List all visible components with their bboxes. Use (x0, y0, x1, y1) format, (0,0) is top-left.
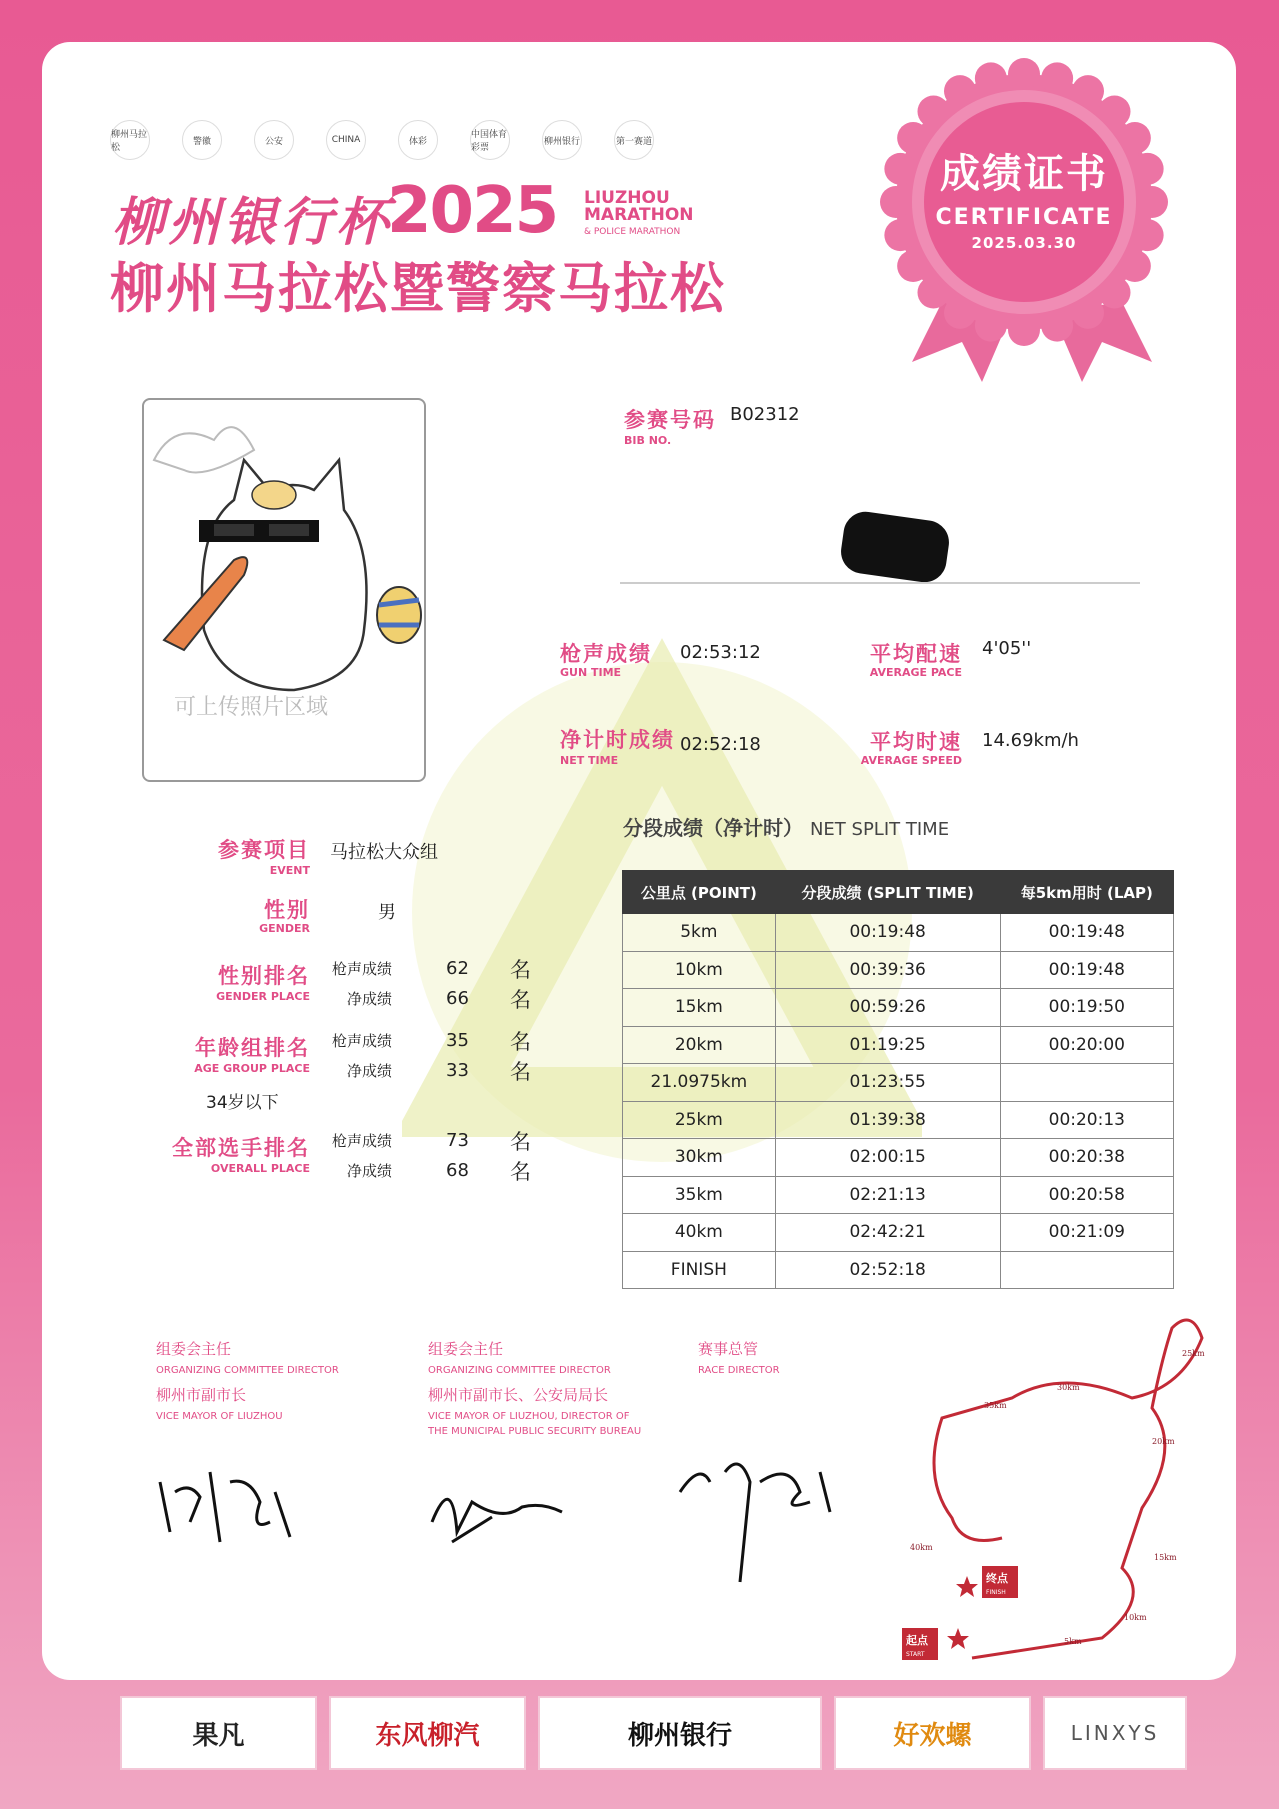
lap-cell: 00:19:48 (1000, 951, 1173, 989)
table-row (623, 914, 1174, 952)
column-header: 每5km用时 (LAP) (1000, 871, 1173, 914)
organizer-logo: 柳州银行 (542, 120, 582, 160)
gender-place-gun-value: 62 (446, 958, 469, 979)
lap-cell (1000, 1251, 1173, 1289)
seal-scallop (975, 62, 1007, 94)
average-pace-label-en: AVERAGE PACE (869, 666, 962, 679)
splits-table (622, 870, 1174, 1289)
seal-scallop (917, 277, 949, 309)
point-cell: 30km (623, 1139, 776, 1177)
lap-cell: 00:20:38 (1000, 1139, 1173, 1177)
signatory-title-en: VICE MAYOR OF LIUZHOU (156, 1411, 283, 1422)
lap-cell: 00:21:09 (1000, 1214, 1173, 1252)
sponsor-logo: 好欢螺 (834, 1696, 1031, 1770)
seal-scallop (917, 95, 949, 127)
lap-cell: 00:20:00 (1000, 1026, 1173, 1064)
route-km-label: 20km (1152, 1437, 1175, 1446)
seal-scallop (1099, 95, 1131, 127)
sponsor-logo: 柳州银行 (538, 1696, 822, 1770)
average-speed-value: 14.69km/h (982, 730, 1079, 751)
signatory-role-en: RACE DIRECTOR (698, 1365, 780, 1376)
signatory-title: 柳州市副市长 (156, 1386, 247, 1404)
organizer-logo: 体彩 (398, 120, 438, 160)
table-header-row (623, 871, 1174, 914)
route-km-label: 35km (984, 1401, 1007, 1410)
seal-scallop (944, 297, 976, 329)
finish-label-en: FINISH (986, 1589, 1006, 1596)
start-label: 起点 (906, 1634, 928, 1647)
table-row (623, 951, 1174, 989)
age-place-gun-value: 35 (446, 1030, 469, 1051)
age-place-net-label: 净成绩 (346, 1062, 392, 1080)
table-row (623, 989, 1174, 1027)
signature-1-icon (150, 1452, 310, 1552)
gender-place-label: 性别排名 (218, 964, 310, 988)
gender-label: 性别 (264, 898, 310, 922)
gender-place-gun-label: 枪声成绩 (331, 960, 392, 978)
split-cell: 00:59:26 (775, 989, 1000, 1027)
route-km-label: 10km (1124, 1613, 1147, 1622)
split-cell: 02:42:21 (775, 1214, 1000, 1252)
event-label-en: EVENT (269, 864, 310, 877)
seal-scallop (1008, 58, 1040, 90)
route-km-label: 40km (910, 1543, 933, 1552)
finish-label: 终点 (986, 1572, 1008, 1585)
organizer-logo: 第一赛道 (614, 120, 654, 160)
certificate-seal (910, 142, 1138, 252)
gender-place-net-label: 净成绩 (346, 990, 392, 1008)
average-speed-label: 平均时速 (870, 730, 962, 754)
signatory-role: 组委会主任 (428, 1340, 504, 1358)
overall-place-gun-value: 73 (446, 1130, 469, 1151)
gun-time-label: 枪声成绩 (560, 642, 652, 666)
age-place-gun-label: 枪声成绩 (331, 1032, 392, 1050)
net-time-value: 02:52:18 (680, 734, 761, 755)
seal-scallop (1072, 297, 1104, 329)
rank-unit: 名 (510, 1030, 531, 1054)
lap-cell: 00:20:58 (1000, 1176, 1173, 1214)
point-cell: 10km (623, 951, 776, 989)
point-cell: 20km (623, 1026, 776, 1064)
route-km-label: 25km (1182, 1349, 1205, 1358)
point-cell: 40km (623, 1214, 776, 1252)
seal-scallop (1041, 62, 1073, 94)
gender-label-en: GENDER (259, 922, 310, 935)
route-km-label: 5km (1064, 1637, 1082, 1646)
title-en-line: LIUZHOU (584, 188, 670, 208)
seal-date: 2025.03.30 (971, 234, 1077, 252)
split-cell: 01:19:25 (775, 1026, 1000, 1064)
name-divider (620, 582, 1140, 584)
organizer-logo-row (110, 120, 654, 160)
seal-scallop (880, 186, 912, 218)
overall-place-label: 全部选手排名 (172, 1136, 310, 1160)
title-en-sub: & POLICE MARATHON (584, 227, 681, 237)
seal-scallop (1008, 314, 1040, 346)
gender-place-label-en: GENDER PLACE (216, 990, 310, 1003)
gun-time-label-en: GUN TIME (560, 666, 622, 679)
rank-unit: 名 (510, 958, 531, 982)
gun-time-value: 02:53:12 (680, 642, 761, 663)
route-label-text (910, 1349, 1205, 1646)
lap-cell (1000, 1064, 1173, 1102)
start-star-icon (947, 1628, 969, 1649)
photo-caption: 可上传照片区域 (174, 695, 329, 720)
point-cell: 5km (623, 914, 776, 952)
event-value: 马拉松大众组 (330, 842, 438, 863)
table-row (623, 1064, 1174, 1102)
signatory-title-en: VICE MAYOR OF LIUZHOU, DIRECTOR OF THE MUNICIPAL PUBLIC SECURITY BUREAU (428, 1411, 642, 1437)
average-pace-label: 平均配速 (870, 642, 962, 666)
age-place-net-value: 33 (446, 1060, 469, 1081)
bib-label-en: BIB NO. (624, 434, 672, 447)
age-group-value: 34岁以下 (206, 1093, 279, 1113)
signature-2-icon (422, 1462, 582, 1552)
table-row (623, 1176, 1174, 1214)
route-map (862, 1298, 1222, 1678)
signatory-title: 柳州市副市长、公安局局长 (428, 1386, 609, 1404)
average-speed-label-en: AVERAGE SPEED (860, 754, 962, 767)
seal-scallop (897, 250, 929, 282)
table-row (623, 1101, 1174, 1139)
police-emblem-logo: 警徽 (182, 120, 222, 160)
cat-illustration (144, 400, 424, 780)
seal-scallop (1041, 310, 1073, 342)
rank-unit: 名 (510, 988, 531, 1012)
seal-title: 成绩证书 (940, 151, 1108, 197)
rank-unit: 名 (510, 1130, 531, 1154)
split-cell: 00:39:36 (775, 951, 1000, 989)
sponsor-logo: 果凡 (120, 1696, 317, 1770)
seal-scallop (944, 75, 976, 107)
table-row (623, 1139, 1174, 1177)
gender-place-net-value: 66 (446, 988, 469, 1009)
page-title: 柳州马拉松暨警察马拉松 (110, 257, 726, 320)
split-cell: 01:39:38 (775, 1101, 1000, 1139)
column-header: 分段成绩 (SPLIT TIME) (775, 871, 1000, 914)
start-label-en: START (906, 1651, 925, 1658)
signatory-role-en: ORGANIZING COMMITTEE DIRECTOR (156, 1365, 339, 1376)
seal-scallop (975, 310, 1007, 342)
overall-place-net-value: 68 (446, 1160, 469, 1181)
table-row (623, 1251, 1174, 1289)
point-cell: 35km (623, 1176, 776, 1214)
seal-scallop (1119, 250, 1151, 282)
sponsor-logo: 东风柳汽 (329, 1696, 526, 1770)
name-redaction (838, 509, 952, 585)
overall-place-label-en: OVERALL PLACE (210, 1162, 310, 1175)
split-cell: 02:21:13 (775, 1176, 1000, 1214)
signatory-3 (698, 1338, 878, 1378)
point-cell: 25km (623, 1101, 776, 1139)
table-row (623, 1026, 1174, 1064)
title-en-line: MARATHON (584, 205, 694, 225)
seal-scallop (1072, 75, 1104, 107)
lap-cell: 00:20:13 (1000, 1101, 1173, 1139)
route-km-label: 15km (1154, 1553, 1177, 1562)
signatory-role-en: ORGANIZING COMMITTEE DIRECTOR (428, 1365, 611, 1376)
route-km-label: 30km (1057, 1383, 1080, 1392)
title-english (584, 190, 694, 241)
runner-photo[interactable] (142, 398, 426, 782)
split-cell: 02:52:18 (775, 1251, 1000, 1289)
splits-title (623, 812, 949, 841)
bib-value: B02312 (730, 404, 800, 425)
signatory-2 (428, 1338, 648, 1439)
organizer-logo: 公安 (254, 120, 294, 160)
sponsor-row (120, 1696, 1187, 1770)
organizer-logo: 中国体育彩票 (470, 120, 510, 160)
net-time-label-en: NET TIME (560, 754, 619, 767)
seal-subtitle: CERTIFICATE (935, 205, 1113, 230)
seal-scallop (1136, 186, 1168, 218)
column-header: 公里点 (POINT) (623, 871, 776, 914)
signature-3-icon (670, 1442, 850, 1592)
overall-place-net-label: 净成绩 (346, 1162, 392, 1180)
lap-cell: 00:19:50 (1000, 989, 1173, 1027)
splits-title-en: NET SPLIT TIME (809, 819, 950, 840)
split-cell: 01:23:55 (775, 1064, 1000, 1102)
overall-place-gun-label: 枪声成绩 (331, 1132, 392, 1150)
table-row (623, 1214, 1174, 1252)
average-pace-value: 4'05'' (982, 638, 1032, 659)
rank-unit: 名 (510, 1160, 531, 1184)
split-cell: 02:00:15 (775, 1139, 1000, 1177)
bib-label: 参赛号码 (624, 408, 716, 432)
signatory-1 (156, 1338, 376, 1424)
finish-star-icon (956, 1576, 978, 1597)
age-place-label: 年龄组排名 (195, 1036, 310, 1060)
lap-cell: 00:19:48 (1000, 914, 1173, 952)
organizer-logo: CHINA (326, 120, 366, 160)
point-cell: 15km (623, 989, 776, 1027)
splits-title-zh: 分段成绩（净计时） (623, 816, 803, 840)
signatory-role: 组委会主任 (156, 1340, 232, 1358)
organizer-logo: 柳州马拉松 (110, 120, 150, 160)
certificate-card (42, 42, 1236, 1680)
rank-unit: 名 (510, 1060, 531, 1084)
age-place-label-en: AGE GROUP PLACE (194, 1062, 310, 1075)
seal-scallop (1099, 277, 1131, 309)
point-cell: 21.0975km (623, 1064, 776, 1102)
title-cup: 柳州银行杯 (112, 192, 393, 253)
sponsor-logo: LINXYS (1043, 1696, 1187, 1770)
gender-value: 男 (378, 902, 396, 923)
title-year: 2025 (387, 174, 558, 248)
net-time-label: 净计时成绩 (560, 728, 675, 752)
split-cell: 00:19:48 (775, 914, 1000, 952)
event-label: 参赛项目 (218, 838, 310, 862)
point-cell: FINISH (623, 1251, 776, 1289)
signatory-role: 赛事总管 (698, 1340, 759, 1358)
